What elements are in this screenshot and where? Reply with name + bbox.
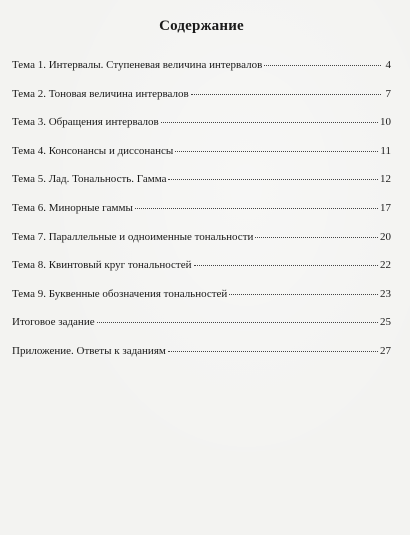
toc-entry-6 bbox=[12, 202, 391, 231]
dot-leader bbox=[168, 351, 378, 352]
toc-page-number: 12 bbox=[380, 173, 391, 186]
toc-page-number: 11 bbox=[380, 144, 391, 157]
toc-entry-title: Тема 5. Лад. Тональность. Гамма bbox=[12, 173, 167, 186]
toc-entry-title: Тема 4. Консонансы и диссонансы bbox=[12, 144, 174, 157]
dot-leader bbox=[175, 151, 378, 152]
toc-page-number: 27 bbox=[380, 344, 391, 357]
dot-leader bbox=[161, 122, 378, 123]
toc-entry-title: Приложение. Ответы к заданиям bbox=[12, 344, 166, 357]
dot-leader bbox=[229, 294, 378, 295]
toc-entry-title: Тема 1. Интервалы. Ступеневая величина интервалов bbox=[12, 59, 263, 71]
table-of-contents bbox=[12, 59, 391, 374]
toc-entry-7 bbox=[12, 231, 391, 260]
toc-page-number: 22 bbox=[380, 259, 391, 272]
page-title: Содержание bbox=[159, 18, 244, 34]
toc-entry-title: Тема 2. Тоновая величина интервалов bbox=[12, 87, 189, 100]
dot-leader bbox=[264, 65, 381, 66]
toc-entry-9 bbox=[12, 288, 391, 317]
dot-leader bbox=[194, 265, 378, 266]
toc-page-number: 4 bbox=[385, 59, 391, 71]
toc-entry-1 bbox=[12, 59, 391, 88]
dot-leader bbox=[191, 94, 381, 95]
toc-entry-11 bbox=[12, 345, 391, 374]
toc-entry-title: Итоговое задание bbox=[12, 316, 95, 329]
toc-entry-4 bbox=[12, 145, 391, 174]
toc-entry-10 bbox=[12, 316, 391, 345]
toc-entry-title: Тема 9. Буквенные обозначения тональностей bbox=[12, 287, 228, 300]
toc-entry-2 bbox=[12, 88, 391, 117]
dot-leader bbox=[255, 237, 378, 238]
toc-entry-8 bbox=[12, 259, 391, 288]
toc-page-number: 10 bbox=[380, 116, 391, 129]
toc-entry-title: Тема 6. Минорные гаммы bbox=[12, 201, 133, 214]
toc-page-number: 7 bbox=[385, 87, 391, 100]
dot-leader bbox=[168, 179, 378, 180]
toc-entry-title: Тема 8. Квинтовый круг тональностей bbox=[12, 259, 192, 272]
dot-leader bbox=[97, 322, 378, 323]
dot-leader bbox=[135, 208, 378, 209]
toc-page-number: 23 bbox=[380, 287, 391, 300]
toc-entry-5 bbox=[12, 173, 391, 202]
toc-page-number: 20 bbox=[380, 230, 391, 243]
toc-entry-title: Тема 7. Параллельные и одноименные тональности bbox=[12, 230, 254, 243]
toc-page-number: 25 bbox=[380, 316, 391, 329]
toc-page-number: 17 bbox=[380, 201, 391, 214]
toc-entry-title: Тема 3. Обращения интервалов bbox=[12, 116, 159, 129]
toc-entry-3 bbox=[12, 116, 391, 145]
